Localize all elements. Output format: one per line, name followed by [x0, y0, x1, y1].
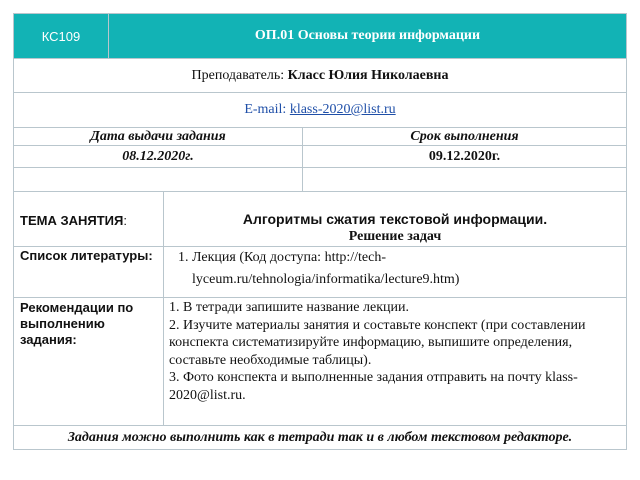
- subject-title: ОП.01 Основы теории информации: [254, 28, 481, 43]
- literature-item: 1. Лекция (Код доступа: http://tech-lyceum.ru/tehnologia/informatika/lecture9.htm): [192, 247, 620, 291]
- recommendations-cell: [164, 298, 627, 426]
- empty-cell-left: [13, 168, 303, 192]
- topic-title-line2: Решение задач: [348, 229, 442, 244]
- teacher-name: Класс Юлия Николаевна: [287, 67, 449, 83]
- topic-label: ТЕМА ЗАНЯТИЯ: [20, 213, 124, 228]
- topic-title-cell: [164, 192, 627, 247]
- assignment-card: [13, 13, 627, 450]
- teacher-label: Преподаватель:: [191, 67, 285, 83]
- footer-cell: [13, 426, 627, 450]
- email-label: E-mail:: [244, 102, 287, 117]
- recommendation-step-1: 1. В тетради запишите название лекции.: [169, 300, 409, 315]
- literature-label: Список литературы:: [20, 248, 153, 263]
- course-code: КС109: [41, 28, 81, 44]
- email-link[interactable]: klass-2020@list.ru: [289, 102, 396, 117]
- empty-cell-right: [303, 168, 627, 192]
- issue-date-label: Дата выдачи задания: [90, 128, 226, 144]
- footer-note: Задания можно выполнить как в тетради так и в любом текстовом редакторе.: [67, 429, 573, 445]
- recommendation-step-2: 2. Изучите материалы занятия и составьте конспект (при составлении конспекта систематизируйте информацию, выпишите определения, составьте необходимые таблицы).: [169, 317, 586, 368]
- issue-date-value: 08.12.2020г.: [122, 148, 194, 164]
- recommendations-label: Рекомендации по выполнению задания:: [20, 300, 134, 347]
- issue-date-value-cell: [13, 146, 303, 168]
- topic-title-line1: Алгоритмы сжатия текстовой информации.: [242, 211, 548, 227]
- issue-date-label-cell: [13, 128, 303, 146]
- recommendations-label-cell: [13, 298, 164, 426]
- literature-label-cell: [13, 247, 164, 298]
- due-date-value-cell: [303, 146, 627, 168]
- course-code-cell: [13, 13, 109, 59]
- topic-label-colon: :: [123, 213, 127, 228]
- teacher-row: [13, 59, 627, 93]
- due-date-label: Срок выполнения: [410, 128, 519, 144]
- literature-list-cell: [164, 247, 627, 298]
- due-date-value: 09.12.2020г.: [428, 148, 501, 164]
- email-row: [13, 93, 627, 128]
- recommendation-step-3: 3. Фото конспекта и выполненные задания отправить на почту klass-2020@list.ru.: [169, 370, 578, 403]
- subject-cell: [109, 13, 627, 59]
- literature-list: [166, 247, 620, 291]
- due-date-label-cell: [303, 128, 627, 146]
- topic-label-cell: [13, 192, 164, 247]
